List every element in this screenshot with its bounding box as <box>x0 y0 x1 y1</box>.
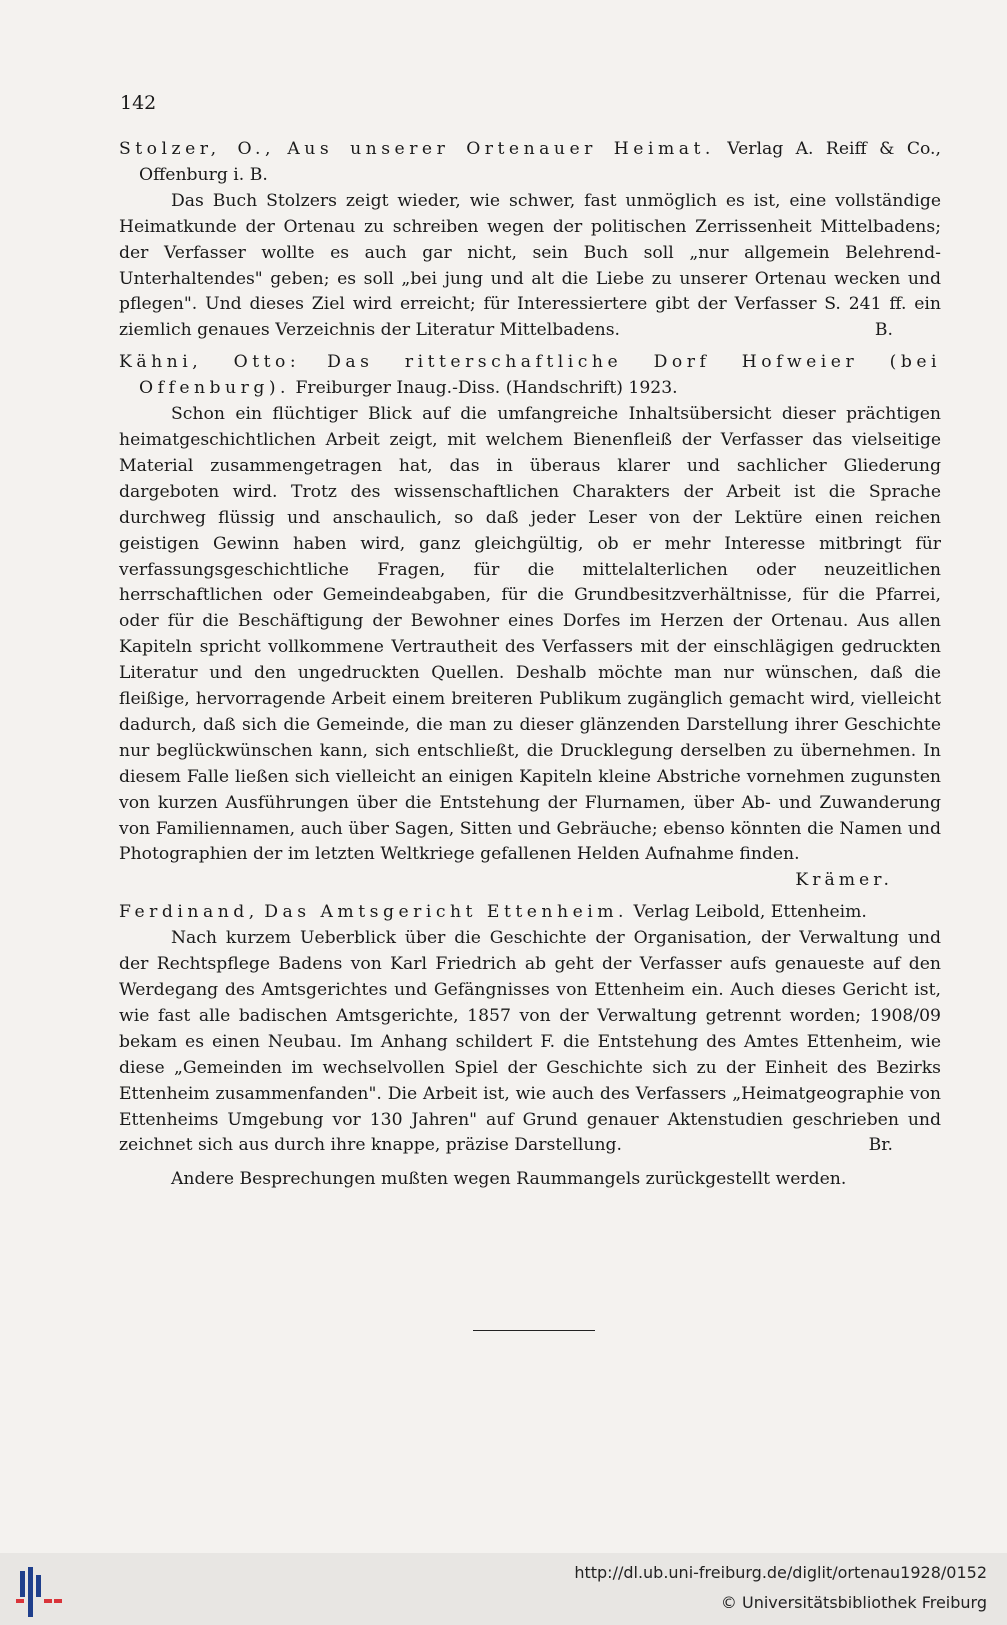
entry-signature: Br. <box>868 1135 893 1156</box>
entry-publisher: Freiburger Inaug.-Diss. (Handschrift) 1923. <box>295 378 678 399</box>
page-number: 142 <box>120 92 157 114</box>
viewer-footer <box>0 1553 1007 1625</box>
entry-signature: Krämer. <box>795 870 893 891</box>
entry-review-text <box>119 189 941 344</box>
entry-place: Offenburg i. B. <box>139 164 268 185</box>
entry-review-body: Nach kurzem Ueberblick über die Geschichte der Organisation, der Verwaltung und der Rechtspflege Badens von Karl Friedrich ab geht der Verfasser aufs genaueste auf den Werdegang des Amtsgerichtes und Gefängnisses von Ettenheim ein. Auch dieses Gericht ist, wie fast alle badischen Amtsgerichte, 1857 von der Verwaltung getrennt worden; 1908/09 bekam es einen Neubau. Im Anhang schildert F. die Entstehung des Amtes Ettenheim, wie diese „Gemeinden im wechselvollen Spiel der Geschichte sich zu der Einheit des Bezirks Ettenheim zusammenfanden". Die Arbeit ist, wie auch des Verfassers „Heimatgeographie von Ettenheims Umgebung vor 130 Jahren" auf Grund genauer Aktenstudien geschrieben und zeichnet sich aus durch ihre knappe, präzise Darstellung. <box>119 928 941 1156</box>
entry-heading <box>119 900 941 926</box>
entry-author: Ferdinand, <box>119 902 259 923</box>
entry-review-text <box>119 402 941 868</box>
closing-note: Andere Besprechungen mußten wegen Raummangels zurückgestellt werden. <box>171 1169 847 1190</box>
entry-author: Stolzer, O., <box>119 139 275 159</box>
section-divider <box>473 1330 595 1331</box>
entry-title: Das ritterschaftliche Dorf Hofweier (bei Offenburg). <box>139 352 941 399</box>
entry-author: Kähni, Otto: <box>119 352 301 373</box>
ub-freiburg-logo-icon <box>14 1561 66 1617</box>
entry-signature: B. <box>874 320 893 341</box>
permalink-link[interactable]: http://dl.ub.uni-freiburg.de/diglit/ortenau1928/0152 <box>574 1563 987 1582</box>
copyright-text: © Universitätsbibliothek Freiburg <box>720 1593 987 1612</box>
entry-review-body: Das Buch Stolzers zeigt wieder, wie schwer, fast unmöglich es ist, eine vollständige Heimatkunde der Ortenau zu schreiben wegen der politischen Zerrissenheit Mittelbadens; der Verfasser wollte es auch gar nicht, sein Buch soll „nur allgemein Belehrend-Unterhaltendes" geben; es soll „bei jung und alt die Liebe zu unserer Ortenau wecken und pflegen". Und dieses Ziel wird erreicht; für Interessiertere gibt der Verfasser S. 241 ff. ein ziemlich genaues Verzeichnis der Literatur Mittelbadens. <box>119 190 941 341</box>
entry-publisher: Verlag Leibold, Ettenheim. <box>633 902 867 923</box>
entry-review-text <box>119 926 941 1159</box>
entry-title: Aus unserer Ortenauer Heimat. <box>287 139 715 159</box>
entry-heading <box>119 137 941 189</box>
entry-review-body: Schon ein flüchtiger Blick auf die umfangreiche Inhaltsübersicht dieser prächtigen heimatgeschichtlichen Arbeit zeigt, mit welchem Bienenfleiß der Verfasser das vielseitige Material zusammengetragen hat, das in überaus klarer und sachlicher Gliederung dargeboten wird. Trotz des wissenschaftlichen Charakters der Arbeit ist die Sprache durchweg flüssig und anschaulich, so daß jeder Leser von der Lektüre einen reichen geistigen Gewinn haben wird, ganz gleichgültig, ob er mehr Interesse mitbringt für verfassungsgeschichtliche Fragen, für die mittelalterlichen oder neuzeitlichen herrschaftlichen oder Gemeindeabgaben, für die Grundbesitzverhältnisse, für die Pfarrei, oder für die Beschäftigung der Bewohner eines Dorfes im Herzen der Ortenau. Aus allen Kapiteln spricht vollkommene Vertrautheit des Verfassers mit der einschlägigen gedruckten Literatur und den ungedruckten Quellen. Deshalb möchte man nur wünschen, daß die fleißige, hervorragende Arbeit einem breiteren Publikum zugänglich gemacht wird, vielleicht dadurch, daß sich die Gemeinde, die man zu dieser glänzenden Darstellung ihrer Geschichte nur beglückwünschen kann, sich entschließt, die Drucklegung derselben zu übernehmen. In diesem Falle ließen sich vielleicht an einigen Kapiteln kleine Abstriche vornehmen zugunsten von kurzen Ausführungen über die Entstehung der Flurnamen, über Ab- und Zuwanderung von Familiennamen, auch über Sagen, Sitten und Gebräuche; ebenso könnten die Namen und Photographien der im letzten Weltkriege gefallenen Helden Aufnahme finden. <box>119 404 941 865</box>
entry-heading <box>119 350 941 402</box>
review-section <box>119 137 941 1193</box>
entry-title: Das Amtsgericht Ettenheim. <box>264 902 629 923</box>
entry-publisher: Verlag A. Reiff & Co., <box>727 139 941 159</box>
